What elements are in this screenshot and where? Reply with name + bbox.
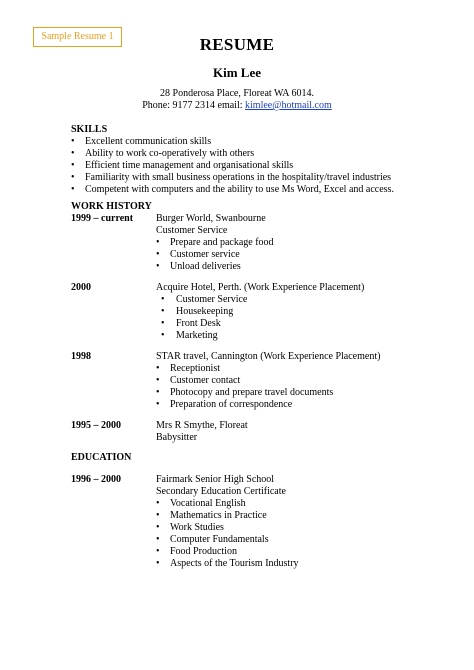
list-item: • Receptionist xyxy=(156,363,333,375)
list-item: • Front Desk xyxy=(156,318,247,330)
list-item: • Photocopy and prepare travel documents xyxy=(156,387,333,399)
list-item: • Mathematics in Practice xyxy=(156,510,299,522)
education-school: Fairmark Senior High School xyxy=(156,474,275,485)
list-item: • Ability to work co-operatively with others xyxy=(71,148,394,160)
list-item: • Excellent communication skills xyxy=(71,136,394,148)
list-item: • Food Production xyxy=(156,546,299,558)
job-date: 1999 – current xyxy=(71,213,134,224)
sample-resume-badge: Sample Resume 1 xyxy=(33,27,122,47)
list-item: • Customer contact xyxy=(156,375,333,387)
job-employer: Burger World, Swanbourne xyxy=(156,213,266,224)
work-history-heading: WORK HISTORY xyxy=(71,201,152,212)
list-item: • Unload deliveries xyxy=(156,261,274,273)
applicant-name: Kim Lee xyxy=(212,65,261,80)
list-item: • Preparation of correspondence xyxy=(156,399,333,411)
list-item: • Aspects of the Tourism Industry xyxy=(156,558,299,570)
job-duties-list xyxy=(156,294,247,342)
list-item: • Customer Service xyxy=(156,294,247,306)
job-date: 1998 xyxy=(71,351,91,362)
list-item: • Housekeeping xyxy=(156,306,247,318)
education-qualification: Secondary Education Certificate xyxy=(156,486,286,497)
list-item: • Efficient time management and organisational skills xyxy=(71,160,394,172)
list-item: • Computer Fundamentals xyxy=(156,534,299,546)
skills-list xyxy=(71,136,394,196)
education-date: 1996 – 2000 xyxy=(71,474,121,485)
list-item: • Work Studies xyxy=(156,522,299,534)
list-item: • Familiarity with small business operations in the hospitality/travel industries xyxy=(71,172,394,184)
job-role: Babysitter xyxy=(156,432,198,443)
list-item: • Vocational English xyxy=(156,498,299,510)
list-item: • Marketing xyxy=(156,330,247,342)
list-item: • Customer service xyxy=(156,249,274,261)
job-employer: Acquire Hotel, Perth. (Work Experience Placement) xyxy=(156,282,365,293)
page-title: RESUME xyxy=(199,35,275,54)
list-item: • Competent with computers and the ability to use Ms Word, Excel and access. xyxy=(71,184,394,196)
job-employer: Mrs R Smythe, Floreat xyxy=(156,420,248,431)
contact-line xyxy=(0,100,474,112)
job-date: 2000 xyxy=(71,282,91,293)
job-role: Customer Service xyxy=(156,225,228,236)
job-employer: STAR travel, Cannington (Work Experience Placement) xyxy=(156,351,381,362)
education-heading: EDUCATION xyxy=(71,452,132,463)
job-date: 1995 – 2000 xyxy=(71,420,121,431)
job-duties-list xyxy=(156,363,333,411)
email-link[interactable]: kimlee@hotmail.com xyxy=(245,100,332,111)
list-item: • Prepare and package food xyxy=(156,237,274,249)
skills-heading: SKILLS xyxy=(71,124,108,135)
address: 28 Ponderosa Place, Floreat WA 6014. xyxy=(160,88,314,99)
education-subjects-list xyxy=(156,498,299,570)
job-duties-list xyxy=(156,237,274,273)
phone-text: Phone: 9177 2314 email: xyxy=(142,100,246,111)
